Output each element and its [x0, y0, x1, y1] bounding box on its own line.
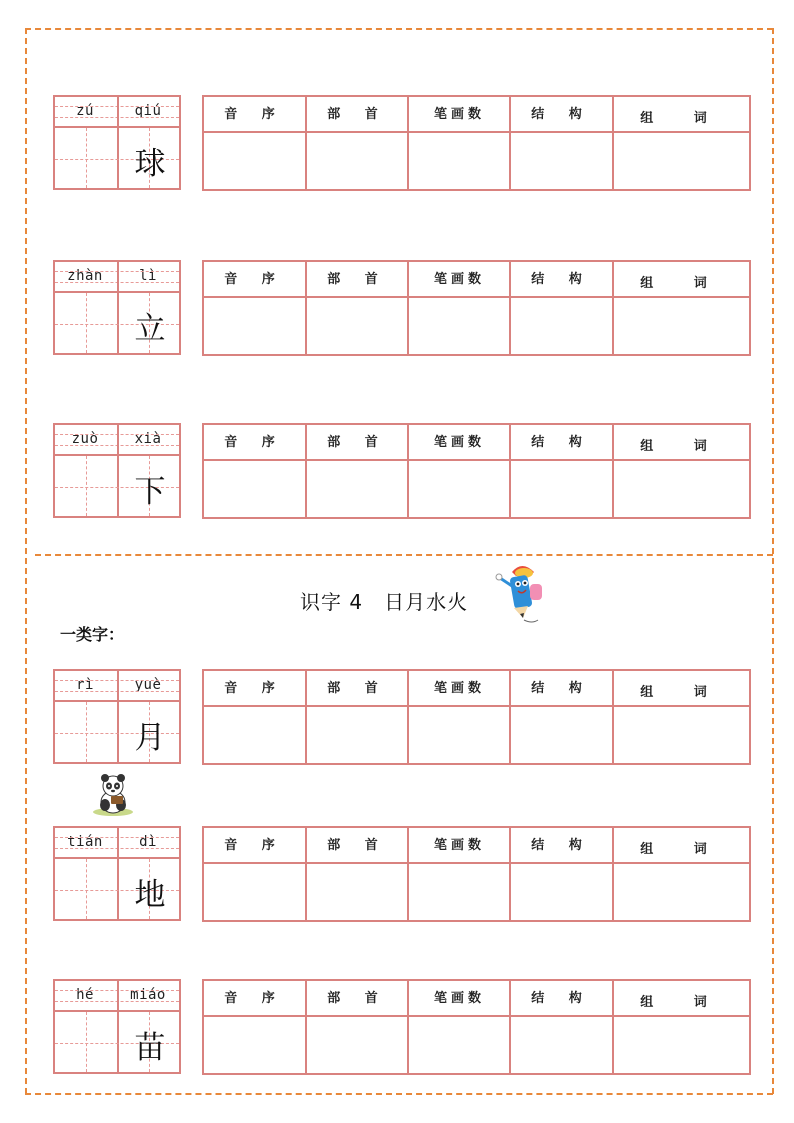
frame-top — [25, 28, 773, 30]
header-bihuashu: 笔画数 — [433, 681, 485, 696]
pinyin-right: lì — [139, 268, 157, 284]
tianzige-box — [53, 826, 181, 921]
pinyin-right: miáo — [130, 987, 166, 1003]
answer-cell-bihuashu[interactable] — [409, 1017, 509, 1073]
info-table — [202, 826, 751, 922]
header-yinxu: 音 序 — [224, 107, 285, 122]
answer-cell-jiegou[interactable] — [511, 707, 612, 763]
info-table — [202, 95, 751, 191]
header-jiegou: 结 构 — [531, 991, 592, 1006]
character: 月 — [134, 719, 166, 756]
answer-cell-yinxu[interactable] — [204, 133, 305, 189]
frame-bottom — [25, 1093, 773, 1095]
character: 苗 — [134, 1029, 166, 1066]
answer-cell-bihuashu[interactable] — [409, 461, 509, 517]
pinyin-left: zhàn — [67, 268, 103, 284]
pinyin-left: hé — [76, 987, 94, 1003]
header-zuci: 组 词 — [640, 276, 725, 291]
header-bushou: 部 首 — [327, 681, 388, 696]
header-zuci: 组 词 — [640, 995, 725, 1010]
answer-cell-zuci[interactable] — [614, 864, 749, 920]
header-bihuashu: 笔画数 — [433, 838, 485, 853]
answer-cell-yinxu[interactable] — [204, 707, 305, 763]
header-bushou: 部 首 — [327, 272, 388, 287]
answer-cell-yinxu[interactable] — [204, 1017, 305, 1073]
header-jiegou: 结 构 — [531, 107, 592, 122]
header-bushou: 部 首 — [327, 838, 388, 853]
pinyin-right: qiú — [134, 103, 162, 119]
char-row — [0, 979, 794, 1079]
answer-cell-jiegou[interactable] — [511, 298, 612, 354]
header-zuci: 组 词 — [640, 439, 725, 454]
pinyin-left: tián — [67, 834, 103, 850]
header-bushou: 部 首 — [327, 991, 388, 1006]
answer-cell-zuci[interactable] — [614, 298, 749, 354]
pinyin-right: dì — [139, 834, 157, 850]
header-yinxu: 音 序 — [224, 681, 285, 696]
info-table — [202, 260, 751, 356]
answer-cell-bushou[interactable] — [307, 864, 407, 920]
header-zuci: 组 词 — [640, 111, 725, 126]
pinyin-left: zuò — [71, 431, 99, 447]
answer-cell-zuci[interactable] — [614, 461, 749, 517]
answer-cell-bushou[interactable] — [307, 1017, 407, 1073]
header-bihuashu: 笔画数 — [433, 435, 485, 450]
tianzige-box — [53, 669, 181, 764]
answer-cell-zuci[interactable] — [614, 707, 749, 763]
header-yinxu: 音 序 — [224, 272, 285, 287]
header-jiegou: 结 构 — [531, 681, 592, 696]
header-yinxu: 音 序 — [224, 435, 285, 450]
character: 球 — [134, 145, 166, 182]
info-table — [202, 423, 751, 519]
answer-cell-bushou[interactable] — [307, 298, 407, 354]
header-zuci: 组 词 — [640, 685, 725, 700]
char-row — [0, 260, 794, 360]
answer-cell-bushou[interactable] — [307, 133, 407, 189]
answer-cell-yinxu[interactable] — [204, 298, 305, 354]
answer-cell-zuci[interactable] — [614, 1017, 749, 1073]
answer-cell-zuci[interactable] — [614, 133, 749, 189]
tianzige-box — [53, 423, 181, 518]
header-bihuashu: 笔画数 — [433, 272, 485, 287]
tianzige-box — [53, 95, 181, 190]
header-yinxu: 音 序 — [224, 991, 285, 1006]
header-jiegou: 结 构 — [531, 272, 592, 287]
pinyin-left: rì — [76, 677, 94, 693]
char-row — [0, 95, 794, 195]
header-bihuashu: 笔画数 — [433, 991, 485, 1006]
header-jiegou: 结 构 — [531, 435, 592, 450]
answer-cell-bihuashu[interactable] — [409, 864, 509, 920]
tianzige-box — [53, 260, 181, 355]
info-table — [202, 669, 751, 765]
info-table — [202, 979, 751, 1075]
character: 下 — [134, 473, 166, 510]
answer-cell-bihuashu[interactable] — [409, 133, 509, 189]
char-row — [0, 669, 794, 769]
character: 立 — [134, 310, 166, 347]
header-bushou: 部 首 — [327, 107, 388, 122]
section-divider — [35, 554, 773, 556]
pinyin-right: xià — [134, 431, 162, 447]
header-bihuashu: 笔画数 — [433, 107, 485, 122]
pencil-mascot-icon — [494, 562, 550, 626]
header-bushou: 部 首 — [327, 435, 388, 450]
pinyin-right: yuè — [134, 677, 162, 693]
answer-cell-jiegou[interactable] — [511, 133, 612, 189]
answer-cell-jiegou[interactable] — [511, 1017, 612, 1073]
answer-cell-jiegou[interactable] — [511, 864, 612, 920]
answer-cell-bushou[interactable] — [307, 707, 407, 763]
answer-cell-yinxu[interactable] — [204, 864, 305, 920]
panda-icon — [90, 772, 136, 818]
char-row — [0, 826, 794, 926]
category-label: 一类字： — [60, 625, 125, 644]
character: 地 — [134, 876, 166, 913]
answer-cell-bihuashu[interactable] — [409, 298, 509, 354]
header-zuci: 组 词 — [640, 842, 725, 857]
header-yinxu: 音 序 — [224, 838, 285, 853]
answer-cell-yinxu[interactable] — [204, 461, 305, 517]
tianzige-box — [53, 979, 181, 1074]
answer-cell-jiegou[interactable] — [511, 461, 612, 517]
pinyin-left: zú — [76, 103, 94, 119]
char-row — [0, 423, 794, 523]
header-jiegou: 结 构 — [531, 838, 592, 853]
answer-cell-bihuashu[interactable] — [409, 707, 509, 763]
answer-cell-bushou[interactable] — [307, 461, 407, 517]
section-title: 识字 4 日月水火 — [300, 590, 469, 614]
